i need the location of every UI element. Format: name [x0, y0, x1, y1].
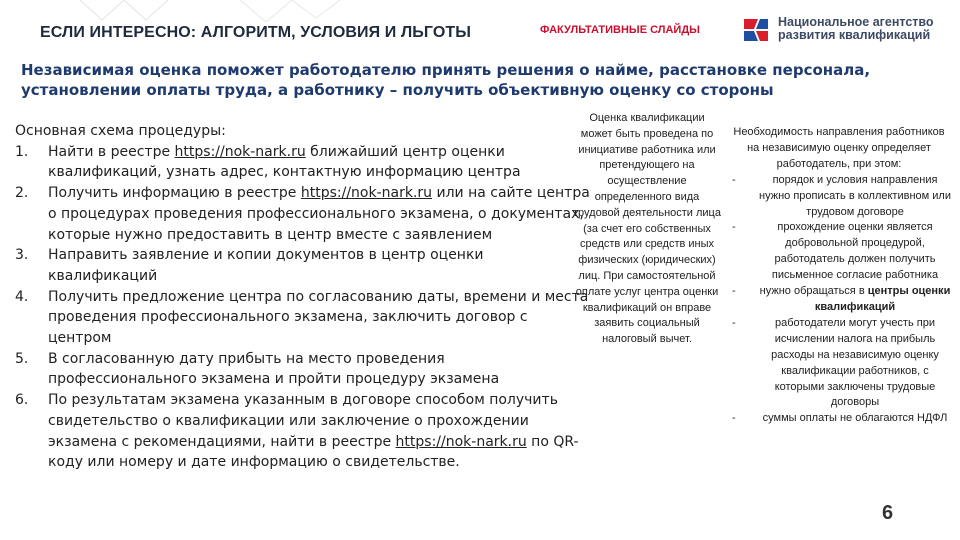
step-text: Получить предложение центра по согласованию даты, времени и места проведения профессионального экзамена, заключить договор с центром [48, 288, 589, 347]
step-text: по QR-коду или номеру и дате информацию о свидетельстве. [48, 433, 579, 471]
item-text: порядок и условия направления нужно прописать в коллективном или трудовом договоре [759, 173, 951, 218]
step-number: 6. [15, 392, 29, 409]
item-text: прохождение оценки является добровольной процедурой, работодатель должен получить письменное согласие работника [771, 221, 939, 282]
procedure-steps [15, 121, 590, 473]
item-text: суммы оплаты не облагаются НДФЛ [762, 412, 948, 425]
registry-link[interactable]: https://nok-nark.ru [300, 185, 433, 202]
list-dash: - [732, 412, 736, 425]
employer-note-item [724, 316, 954, 411]
employer-note-item [724, 284, 954, 316]
step-text: Направить заявление и копии документов в центр оценки квалификаций [48, 247, 484, 284]
procedure-list [15, 142, 590, 473]
item-text: нужно обращаться в [759, 285, 868, 298]
logo-text [778, 16, 934, 42]
procedure-step-5 [15, 349, 590, 390]
list-dash: - [732, 285, 736, 298]
page-number: 6 [882, 502, 894, 524]
employer-note-item [724, 411, 954, 427]
list-dash: - [732, 173, 736, 186]
optional-slides-tag: ФАКУЛЬТАТИВНЫЕ СЛАЙДЫ [540, 24, 700, 36]
procedure-step-2 [15, 183, 590, 245]
procedure-intro: Основная схема процедуры: [15, 123, 226, 139]
step-text: В согласованную дату прибыть на место проведения профессионального экзамена и пройти процедуру экзамена [48, 350, 500, 388]
employer-note-item [724, 173, 954, 221]
step-number: 3. [15, 247, 29, 264]
item-bold-text: центры оценки квалификаций [814, 285, 951, 313]
step-text: По результатам экзамена указанным в договоре способом получить свидетельство о квалификации или заключение о прохождении экзамена с рекомендациями, найти в реестре [48, 392, 558, 450]
list-dash: - [732, 221, 736, 234]
logo-line-2: развития квалификаций [778, 28, 931, 42]
nark-logo [740, 13, 950, 45]
step-number: 2. [15, 185, 29, 202]
procedure-step-6 [15, 390, 590, 473]
step-text: Получить информацию в реестре [48, 185, 301, 202]
employer-note [724, 125, 954, 427]
step-number: 5. [15, 350, 29, 367]
procedure-step-4 [15, 287, 590, 349]
slide-subtitle: Независимая оценка поможет работодателю принять решения о найме, расстановке персонала, установлении оплаты труда, а работнику – получить объективную оценку со стороны [21, 61, 871, 99]
item-text: работодатели могут учесть при исчислении налога на прибыль расходы на независимую оценку квалификации работников, с которыми заключены трудовые договоры [771, 316, 939, 409]
self-initiative-note: Оценка квалификации может быть проведена по инициативе работника или претендующего на осуществление определенного вида трудовой деятельности лица (за счет его собственных средств или средств иных физических (юридических) лиц. При самостоятельной оплате услуг центра оценки квалификаций он вправе заявить социальный налоговый вычет. [573, 112, 721, 346]
employer-note-intro: Необходимость направления работников на независимую оценку определяет работодатель, при этом: [733, 126, 945, 170]
step-number: 1. [15, 143, 29, 160]
registry-link[interactable]: https://nok-nark.ru [395, 433, 527, 450]
list-dash: - [732, 316, 736, 329]
step-text: ближайший центр оценки квалификаций, узнать адрес, контактную информацию центра [48, 143, 521, 181]
step-number: 4. [15, 288, 29, 305]
slide-title: ЕСЛИ ИНТЕРЕСНО: АЛГОРИТМ, УСЛОВИЯ И ЛЬГОТЫ [40, 24, 472, 41]
employer-note-item [724, 220, 954, 284]
registry-link[interactable]: https://nok-nark.ru [174, 143, 306, 160]
procedure-step-3 [15, 245, 590, 286]
logo-line-1: Национальное агентство [778, 15, 934, 29]
nark-logo-icon [740, 13, 772, 45]
step-text: или на сайте центра о процедурах проведения профессионального экзамена, о документах, которые нужно предоставить в центр вместе с заявлением [48, 185, 590, 243]
step-text: Найти в реестре [48, 143, 175, 160]
procedure-step-1 [15, 142, 590, 183]
